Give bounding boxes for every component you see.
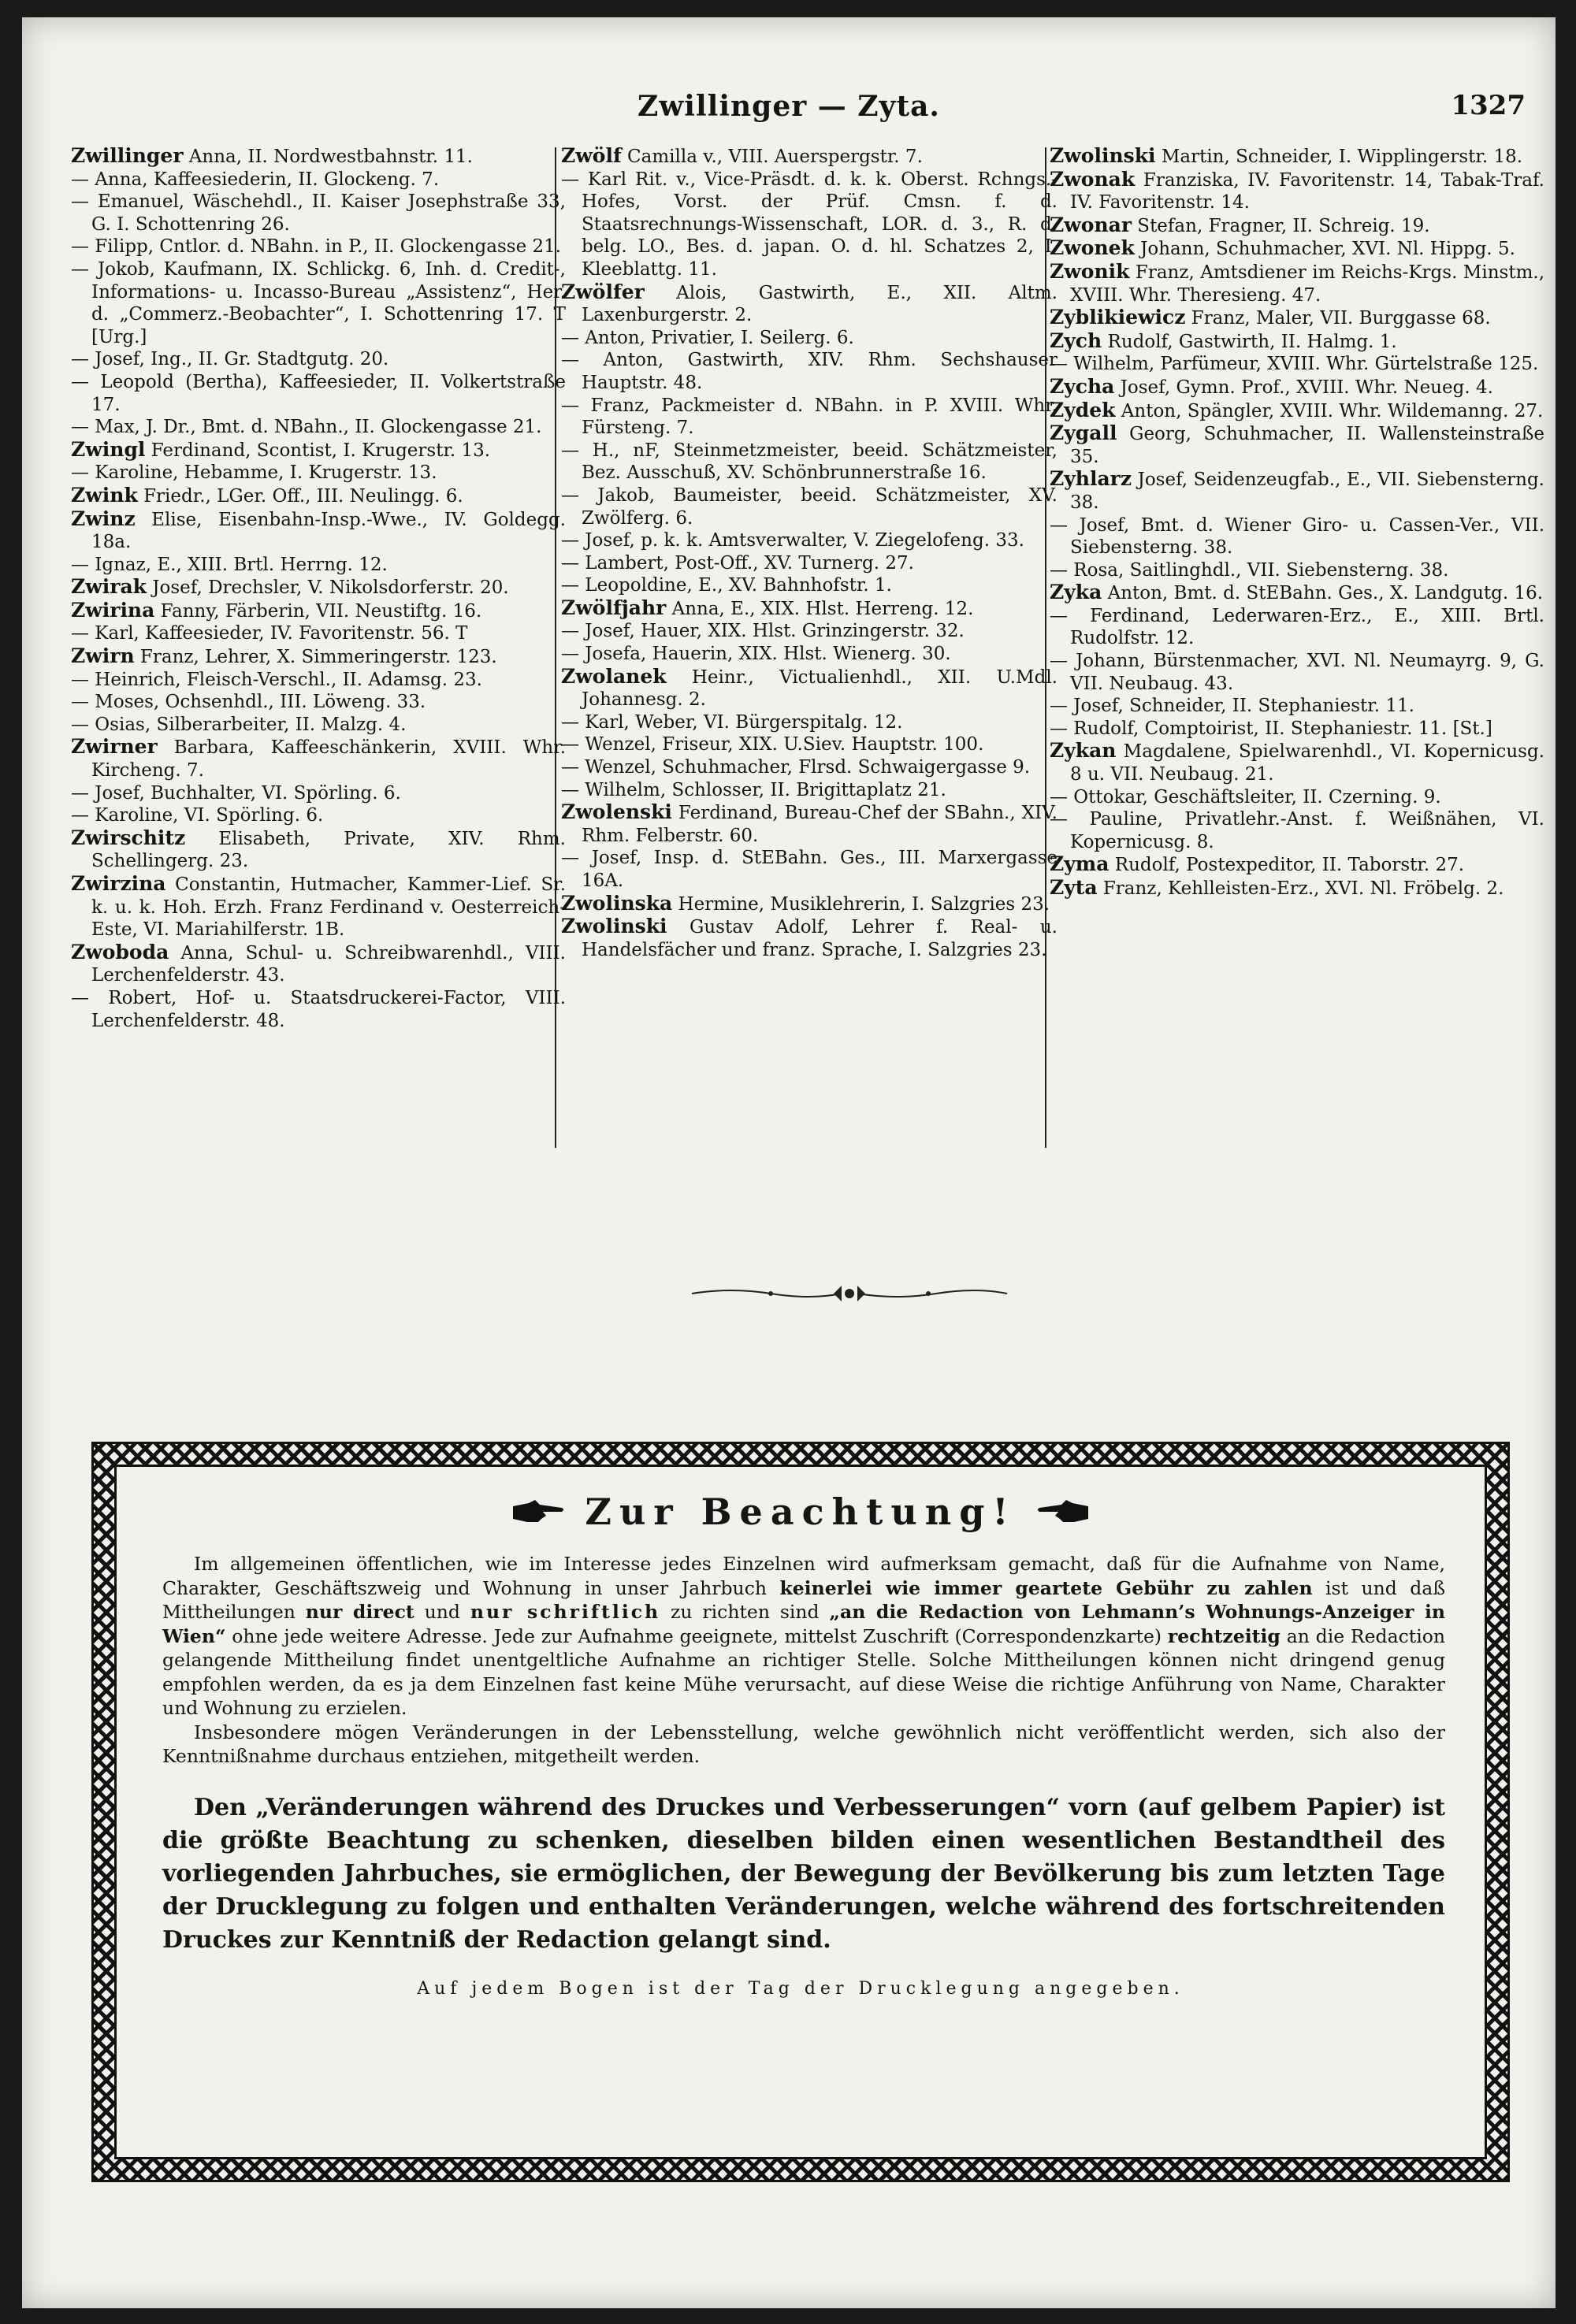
entry-details: — H., nF, Steinmetzmeister, beeid. Schätzmeister, Bez. Ausschuß, XV. Schönbrunnerstraße 16. [561, 440, 1057, 484]
entry-surname: Zwirak [71, 575, 147, 599]
entry-details: — Wenzel, Schuhmacher, Flrsd. Schwaigergasse 9. [561, 757, 1031, 778]
directory-entry [561, 643, 1057, 666]
directory-entry [1050, 740, 1544, 785]
entry-details: — Karoline, Hebamme, I. Krugerstr. 13. [71, 462, 437, 484]
directory-entry [1050, 468, 1544, 514]
entry-details: — Ottokar, Geschäftsleiter, II. Czerning. 9. [1050, 786, 1441, 807]
entry-surname: Zych [1050, 329, 1102, 352]
directory-entry [561, 327, 1057, 350]
entry-details: Johann, Schuhmacher, XVI. Nl. Hippg. 5. [1134, 239, 1515, 260]
entry-details: — Karl Rit. v., Vice-Präsdt. d. k. k. Oberst. Rchngs.-Hofes, Vorst. der Prüf. Cmsn. f. d. Staatsrechnungs-Wissenschaft, LOR. d. 3., R. d. belg. LO., Bes. d. japan. O. d. hl. Schatzes 2, I. Kleeblattg. 11. [561, 169, 1057, 280]
directory-entry [1050, 306, 1544, 330]
directory-column-2 [561, 145, 1057, 1161]
directory-entry [561, 779, 1057, 802]
notice-heading: Zur Beachtung! [585, 1491, 1017, 1533]
entry-surname: Zwirner [71, 735, 158, 759]
entry-details: — Wilhelm, Parfümeur, XVIII. Whr. Gürtelstraße 125. [1050, 354, 1539, 375]
entry-details: Fanny, Färberin, VII. Neustiftg. 16. [154, 600, 482, 622]
entry-details: Stefan, Fragner, II. Schreig. 19. [1132, 215, 1430, 236]
directory-entry [1050, 376, 1544, 399]
entry-details: Franz, Amtsdiener im Reichs-Krgs. Minstm., XVIII. Whr. Theresieng. 47. [1070, 262, 1544, 306]
entry-details: — Leopold (Bertha), Kaffeesieder, II. Volkertstraße 17. [71, 371, 566, 415]
entry-details: — Wilhelm, Schlosser, II. Brigittaplatz 21. [561, 779, 946, 800]
running-header [22, 90, 1556, 137]
entry-details: Josef, Drechsler, V. Nikolsdorferstr. 20. [146, 577, 509, 599]
entry-details: — Karl, Weber, VI. Bürgerspitalg. 12. [561, 711, 903, 733]
directory-entry [71, 348, 566, 371]
entry-surname: Zwonak [1050, 167, 1136, 191]
notice-heading-row [117, 1491, 1485, 1546]
directory-entry [561, 666, 1057, 711]
entry-surname: Zygall [1050, 421, 1117, 445]
directory-entry [71, 191, 566, 236]
entry-details: Franziska, IV. Favoritenstr. 14, Tabak-Traf. IV. Favoritenstr. 14. [1070, 169, 1544, 213]
directory-entry [71, 145, 566, 169]
text-run-bold: rechtzeitig [1167, 1624, 1280, 1647]
entry-details: — Robert, Hof- u. Staatsdruckerei-Factor, VIII. Lerchenfelderstr. 48. [71, 987, 566, 1031]
directory-entry [1050, 695, 1544, 718]
directory-entry [561, 893, 1057, 916]
directory-entry [71, 645, 566, 669]
page-title: Zwillinger — Zyta. [637, 90, 940, 123]
entry-details: Georg, Schuhmacher, II. Wallensteinstraße 35. [1070, 424, 1544, 467]
entry-details: Friedr., LGer. Off., III. Neulingg. 6. [137, 485, 463, 507]
entry-details: — Franz, Packmeister d. NBahn. in P. XVIII. Whr. Fürsteng. 7. [561, 395, 1057, 439]
entry-details: — Leopoldine, E., XV. Bahnhofstr. 1. [561, 575, 892, 596]
directory-entry [1050, 169, 1544, 214]
entry-details: — Karoline, VI. Spörling. 6. [71, 805, 324, 826]
directory-entry [71, 258, 566, 348]
entry-surname: Zyka [1050, 581, 1102, 604]
entry-surname: Zycha [1050, 374, 1115, 398]
directory-entry [561, 733, 1057, 756]
notice-paragraph-1 [162, 1552, 1445, 1721]
directory-entry [561, 620, 1057, 643]
entry-surname: Zwolinski [561, 915, 667, 938]
directory-entry [71, 873, 566, 941]
entry-details: Rudolf, Gastwirth, II. Halmg. 1. [1102, 331, 1397, 352]
pointing-hand-right-icon [511, 1497, 567, 1527]
directory-entry [561, 915, 1057, 961]
directory-entry [561, 281, 1057, 327]
entry-details: Elise, Eisenbahn-Insp.-Wwe., IV. Goldegg. 18a. [91, 509, 566, 553]
directory-entry [1050, 399, 1544, 423]
entry-surname: Zwonar [1050, 213, 1132, 236]
entry-details: — Emanuel, Wäschehdl., II. Kaiser Josephstraße 33, G. I. Schottenring 26. [71, 191, 566, 235]
bold-paragraph-text: Den „Veränderungen während des Druckes und Verbesserungen“ vorn (auf gelbem Papier) ist die größte Beachtung zu schenken, dieselben bilden einen wesentlichen Bestandtheil des vorliegenden Jahrbuches, sie ermöglichen, der Bewegung der Bevölkerung bis zum letzten Tage der Drucklegung zu folgen und enthalten Veränderungen, welche während des fortschreitenden Druckes zur Kenntniß der Redaction gelangt sind. [162, 1794, 1445, 1954]
directory-entry [561, 169, 1057, 281]
entry-details: — Filipp, Cntlor. d. NBahn. in P., II. Glockengasse 21. [71, 236, 562, 258]
text-run-bold: „an die Redaction von Lehmann’s Wohnungs-Anzeiger in Wien“ [162, 1601, 1445, 1647]
directory-entry [1050, 808, 1544, 853]
entry-details: Anton, Spängler, XVIII. Whr. Wildemanng. 27. [1115, 400, 1544, 421]
entry-details: — Rosa, Saitlinghdl., VII. Siebensterng. 38. [1050, 559, 1449, 581]
directory-entry [71, 484, 566, 508]
directory-entry [1050, 786, 1544, 809]
entry-details: — Heinrich, Fleisch-Verschl., II. Adamsg. 23. [71, 669, 482, 690]
directory-entry [71, 987, 566, 1032]
directory-entry [1050, 514, 1544, 559]
entry-details: Camilla v., VIII. Auerspergstr. 7. [621, 147, 923, 167]
entry-details: — Johann, Bürstenmacher, XVI. Nl. Neumayrg. 9, G. VII. Neubaug. 43. [1050, 651, 1544, 694]
entry-details: Franz, Kehlleisten-Erz., XVI. Nl. Fröbelg. 2. [1097, 878, 1504, 899]
directory-entry [71, 669, 566, 692]
notice-footer: Auf jedem Bogen ist der Tag der Drucklegung angegeben. [417, 1979, 1184, 1999]
directory-entry [561, 847, 1057, 892]
entry-surname: Zyblikiewicz [1050, 306, 1186, 329]
entry-details: Josef, Seidenzeugfab., E., VII. Siebensterng. 38. [1070, 470, 1544, 513]
entry-surname: Zwirn [71, 644, 135, 668]
directory-entry [71, 169, 566, 191]
entry-details: Ferdinand, Bureau-Chef der SBahn., XIV. Rhm. Felberstr. 60. [582, 803, 1057, 846]
entry-details: — Josef, Buchhalter, VI. Spörling. 6. [71, 782, 401, 804]
entry-details: Heinr., Victualienhdl., XII. U.Mdl. Johannesg. 2. [582, 666, 1057, 711]
entry-details: Constantin, Hutmacher, Kammer-Lief. Sr. k. u. k. Hoh. Erzh. Franz Ferdinand v. Oesterreich-Este, VI. Mariahilferstr. 1B. [91, 874, 566, 941]
directory-column-1 [71, 145, 566, 1161]
directory-entry [1050, 237, 1544, 261]
text-run: und [414, 1601, 470, 1623]
directory-entry [1050, 261, 1544, 306]
entry-surname: Zwolenski [561, 800, 672, 824]
notice-bold-paragraph [162, 1791, 1445, 1957]
directory-entry [71, 804, 566, 827]
directory-entry [71, 714, 566, 737]
text-run: an die Redaction gelangende Mittheilung findet unentgeltliche Aufnahme an richtiger Stelle. Solche Mittheilungen können nicht dringend genug empfohlen werden, da es ja dem Einzelnen fast keine Mühe verursacht, auf diese Weise die richtige Anführung von Name, Charakter und Wohnung zu erzielen. [162, 1624, 1445, 1719]
directory-entry [71, 439, 566, 462]
text-run: zu richten sind [660, 1601, 830, 1623]
directory-entry [71, 691, 566, 714]
directory-entry [561, 711, 1057, 734]
entry-surname: Zwolinski [1050, 144, 1156, 167]
entry-details: — Karl, Kaffeesieder, IV. Favoritenstr. 56. T [71, 623, 468, 644]
directory-entry [71, 554, 566, 577]
entry-details: Magdalene, Spielwarenhdl., VI. Kopernicusg. 8 u. VII. Neubaug. 21. [1070, 741, 1544, 785]
directory-entry [561, 552, 1057, 575]
entry-surname: Zwirzina [71, 872, 166, 895]
directory-entry [71, 416, 566, 439]
text-run-bold: nur schriftlich [470, 1601, 661, 1623]
entry-details: Gustav Adolf, Lehrer f. Real- u. Handelsfächer und franz. Sprache, I. Salzgries 23. [582, 917, 1057, 960]
entry-surname: Zwolanek [561, 664, 667, 688]
directory-page [22, 17, 1556, 2308]
entry-details: — Osias, Silberarbeiter, II. Malzg. 4. [71, 714, 407, 735]
directory-entry [71, 371, 566, 416]
directory-entry [561, 574, 1057, 597]
directory-entry [1050, 353, 1544, 376]
entry-surname: Zydek [1050, 398, 1116, 421]
entry-surname: Zwirina [71, 598, 155, 622]
entry-details: — Max, J. Dr., Bmt. d. NBahn., II. Glockengasse 21. [71, 417, 542, 438]
directory-entry [1050, 605, 1544, 650]
directory-entry [71, 508, 566, 554]
directory-column-3 [1050, 145, 1544, 1161]
directory-entry [561, 484, 1057, 529]
text-run: ist und daß Mittheilungen [162, 1576, 1446, 1623]
entry-details: Hermine, Musiklehrerin, I. Salzgries 23. [672, 893, 1050, 915]
entry-details: — Pauline, Privatlehr.-Anst. f. Weißnähen, VI. Kopernicusg. 8. [1050, 809, 1544, 852]
entry-details: Barbara, Kaffeeschänkerin, XVIII. Whr. Kircheng. 7. [91, 737, 566, 781]
entry-details: — Rudolf, Comptoirist, II. Stephaniestr. 11. [St.] [1050, 718, 1492, 739]
directory-entry [561, 395, 1057, 440]
entry-details: — Ignaz, E., XIII. Brtl. Herrng. 12. [71, 554, 388, 575]
entry-surname: Zwoboda [71, 940, 169, 963]
notice-paragraph-2: Insbesondere mögen Veränderungen in der Lebensstellung, welche gewöhnlich nicht veröffentlicht werden, sich also der Kenntnißnahme durchaus entziehen, mitgetheilt werden. [162, 1721, 1445, 1767]
entry-details: Anton, Bmt. d. StEBahn. Ges., X. Landgutg. 16. [1102, 583, 1544, 604]
entry-surname: Zwölfjahr [561, 596, 667, 619]
entry-surname: Zykan [1050, 739, 1117, 763]
directory-entry [1050, 718, 1544, 741]
entry-surname: Zwölfer [561, 280, 645, 303]
text-run: Im allgemeinen öffentlichen, wie im Interesse jedes Einzelnen wird aufmerksam gemacht, daß für die Aufnahme von Name, Charakter, Geschäftszweig und Wohnung in unser Jahrbuch [162, 1553, 1445, 1599]
directory-entry [71, 827, 566, 873]
entry-details: — Josef, Bmt. d. Wiener Giro- u. Cassen-Ver., VII. Siebensterng. 38. [1050, 514, 1544, 559]
directory-entry [561, 349, 1057, 394]
entry-details: Franz, Lehrer, X. Simmeringerstr. 123. [134, 647, 497, 668]
page-number: 1327 [1451, 90, 1526, 121]
directory-entry [1050, 853, 1544, 877]
entry-details: Elisabeth, Private, XIV. Rhm. Schellingerg. 23. [91, 828, 566, 872]
directory-entry [561, 801, 1057, 847]
entry-surname: Zyma [1050, 852, 1110, 876]
text-run-bold: keinerlei wie immer geartete Gebühr zu zahlen [779, 1576, 1313, 1599]
entry-surname: Zwölf [561, 144, 622, 167]
directory-entry [561, 440, 1057, 484]
directory-entry [1050, 559, 1544, 582]
entry-surname: Zwonik [1050, 259, 1130, 283]
entry-details: — Ferdinand, Lederwaren-Erz., E., XIII. Brtl. Rudolfstr. 12. [1050, 605, 1544, 649]
entry-details: — Jakob, Baumeister, beeid. Schätzmeister, XV. Zwölferg. 6. [561, 484, 1057, 529]
directory-entry [1050, 650, 1544, 695]
entry-details: — Wenzel, Friseur, XIX. U.Siev. Hauptstr. 100. [561, 734, 984, 755]
entry-surname: Zyta [1050, 876, 1098, 899]
notice-box [91, 1442, 1510, 2182]
entry-surname: Zwinz [71, 507, 136, 530]
directory-entry [1050, 330, 1544, 354]
entry-surname: Zwonek [1050, 236, 1135, 260]
entry-surname: Zwirschitz [71, 826, 186, 849]
entry-details: Josef, Gymn. Prof., XVIII. Whr. Neueg. 4. [1114, 377, 1493, 398]
text-run-bold: nur direct [305, 1601, 414, 1623]
directory-entry [561, 529, 1057, 552]
directory-entry [1050, 145, 1544, 169]
entry-details: — Josef, Insp. d. StEBahn. Ges., III. Marxergasse 16A. [561, 848, 1057, 891]
pointing-hand-left-icon [1035, 1497, 1090, 1527]
entry-surname: Zwolinska [561, 891, 673, 915]
entry-details: — Moses, Ochsenhdl., III. Löweng. 33. [71, 692, 426, 713]
directory-entry [71, 236, 566, 258]
entry-details: Alois, Gastwirth, E., XII. Altm. Laxenburgerstr. 2. [582, 282, 1057, 326]
entry-details: — Josef, Schneider, II. Stephaniestr. 11. [1050, 696, 1414, 717]
entry-surname: Zyhlarz [1050, 467, 1132, 491]
directory-entry [1050, 877, 1544, 900]
directory-entry [71, 941, 566, 987]
directory-entry [1050, 214, 1544, 238]
directory-entry [71, 462, 566, 484]
entry-details: — Josef, p. k. k. Amtsverwalter, V. Ziegelofeng. 33. [561, 530, 1024, 551]
directory-entry [71, 736, 566, 781]
entry-details: Ferdinand, Scontist, I. Krugerstr. 13. [145, 440, 491, 461]
entry-details: — Jokob, Kaufmann, IX. Schlickg. 6, Inh. d. Credit-, Informations- u. Incasso-Bureau „Assistenz“, Her. d. „Commerz.-Beobachter“, I. Schottenring 17. T [Urg.] [71, 258, 566, 347]
directory-entry [561, 756, 1057, 779]
directory-entry [561, 145, 1057, 169]
directory-entry [71, 622, 566, 645]
directory-entry [1050, 581, 1544, 605]
entry-details: — Josefa, Hauerin, XIX. Hlst. Wienerg. 30. [561, 644, 951, 665]
directory-entry [71, 576, 566, 600]
entry-surname: Zwink [71, 483, 138, 507]
text-run: ohne jede weitere Adresse. Jede zur Aufnahme geeignete, mittelst Zuschrift (Correspondenzkarte) [225, 1624, 1168, 1647]
entry-details: Anna, Schul- u. Schreibwarenhdl., VIII. Lerchenfelderstr. 43. [91, 942, 566, 986]
entry-details: — Lambert, Post-Off., XV. Turnerg. 27. [561, 552, 914, 574]
ornament-divider-icon [684, 1279, 1015, 1308]
entry-details: — Anton, Privatier, I. Seilerg. 6. [561, 327, 854, 348]
entry-details: — Josef, Ing., II. Gr. Stadtgutg. 20. [71, 349, 389, 370]
entry-surname: Zwingl [71, 437, 146, 461]
entry-details: — Anton, Gastwirth, XIV. Rhm. Sechshauser Hauptstr. 48. [561, 350, 1057, 393]
notice-inner [114, 1465, 1487, 2159]
entry-details: Anna, E., XIX. Hlst. Herreng. 12. [666, 598, 974, 619]
entry-surname: Zwillinger [71, 144, 184, 167]
entry-details: Rudolf, Postexpeditor, II. Taborstr. 27. [1109, 855, 1465, 876]
entry-details: Franz, Maler, VII. Burggasse 68. [1185, 308, 1491, 329]
directory-entry [561, 597, 1057, 621]
entry-details: Martin, Schneider, I. Wipplingerstr. 18. [1155, 147, 1523, 167]
entry-details: — Anna, Kaffeesiederin, II. Glockeng. 7. [71, 169, 440, 190]
entry-details: Anna, II. Nordwestbahnstr. 11. [183, 147, 473, 167]
directory-entry [71, 782, 566, 805]
directory-entry [1050, 422, 1544, 468]
directory-entry [71, 600, 566, 623]
notice-body [162, 1552, 1445, 1769]
entry-details: — Josef, Hauer, XIX. Hlst. Grinzingerstr. 32. [561, 621, 965, 642]
